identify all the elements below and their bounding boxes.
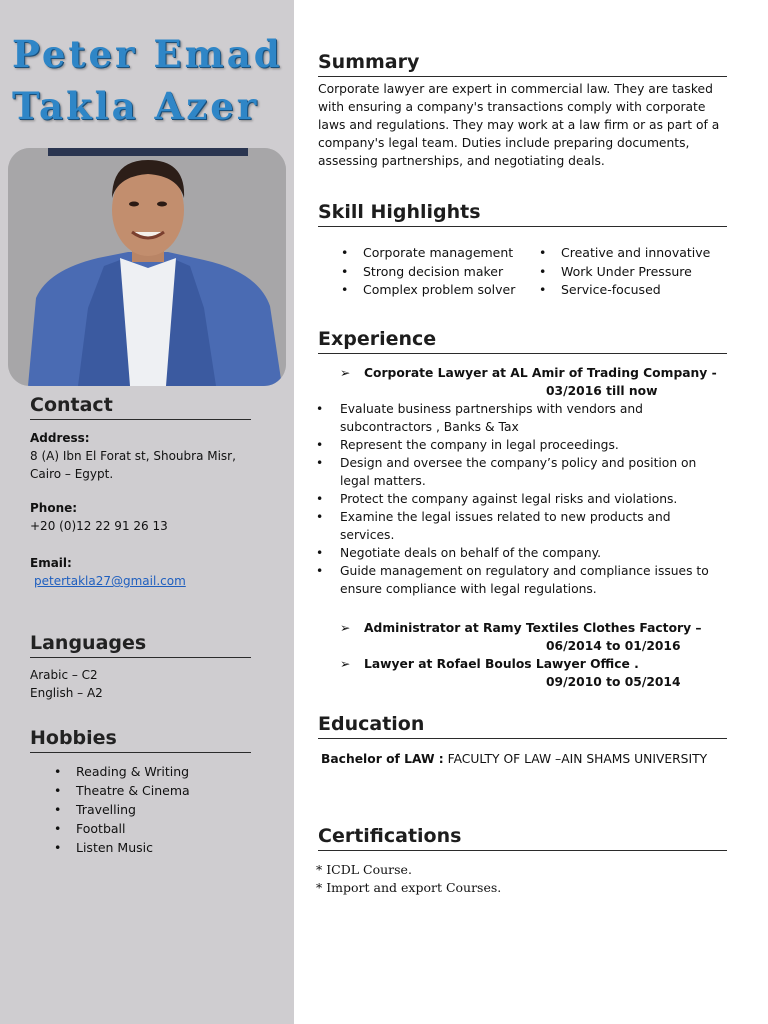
job-date-3: 09/2010 to 05/2014: [546, 675, 681, 689]
education-entry: [321, 750, 731, 768]
hobby-item: • Reading & Writing: [54, 762, 190, 781]
education-heading: Education: [318, 713, 727, 739]
duty-item: • Protect the company against legal risks and violations.: [316, 490, 728, 508]
education-institution: FACULTY OF LAW –AIN SHAMS UNIVERSITY: [443, 752, 708, 766]
contact-heading: Contact: [30, 394, 251, 420]
skills-list-right: [537, 244, 710, 300]
duty-item: • Negotiate deals on behalf of the company.: [316, 544, 728, 562]
certifications-list: [316, 861, 501, 897]
language-item: Arabic – C2: [30, 668, 98, 682]
hobby-item: • Theatre & Cinema: [54, 781, 190, 800]
email-label: Email:: [30, 556, 72, 570]
skill-item: • Service-focused: [537, 281, 710, 300]
job-title-3-text: Lawyer at Rofael Boulos Lawyer Office .: [364, 657, 639, 671]
experience-heading: Experience: [318, 328, 727, 354]
address-line-2: Cairo – Egypt.: [30, 467, 114, 481]
duty-item: • Represent the company in legal proceedings.: [316, 436, 728, 454]
summary-line: Corporate lawyer are expert in commercial law. They are tasked: [318, 82, 713, 96]
job-date-2: 06/2014 to 01/2016: [546, 639, 681, 653]
duty-item: • Guide management on regulatory and compliance issues to ensure compliance with legal regulations.: [316, 562, 728, 598]
job-duties-list: [316, 400, 728, 598]
address-line-1: 8 (A) Ibn El Forat st, Shoubra Misr,: [30, 449, 236, 463]
job-title-1-text: Corporate Lawyer at AL Amir of Trading Company -: [364, 366, 717, 380]
address-label: Address:: [30, 431, 90, 445]
duty-item: • Examine the legal issues related to new products and services.: [316, 508, 728, 544]
summary-line: laws and regulations. They may work at a law firm or as part of a: [318, 118, 720, 132]
summary-line: company's legal team. Duties include preparing documents,: [318, 136, 690, 150]
name-first-line: Peter Emad: [12, 32, 283, 76]
duty-item: • Design and oversee the company’s policy and position on legal matters.: [316, 454, 728, 490]
skill-item: • Strong decision maker: [339, 263, 515, 282]
job-title-3: [340, 655, 639, 673]
skill-item: • Complex problem solver: [339, 281, 515, 300]
skills-list-left: [339, 244, 515, 300]
address-block: [30, 429, 280, 483]
job-date-1: 03/2016 till now: [546, 384, 658, 398]
name-second-line: Takla Azer: [12, 84, 260, 128]
skill-item: • Creative and innovative: [537, 244, 710, 263]
hobby-item: • Football: [54, 819, 190, 838]
language-item: English – A2: [30, 686, 103, 700]
certifications-heading: Certifications: [318, 825, 727, 851]
arrow-bullet-icon: ➢: [340, 366, 351, 380]
languages-heading: Languages: [30, 632, 251, 658]
summary-line: assessing partnerships, and negotiating deals.: [318, 154, 605, 168]
duty-item: • Evaluate business partnerships with vendors and subcontractors , Banks & Tax: [316, 400, 728, 436]
hobby-item: • Travelling: [54, 800, 190, 819]
job-title-2: [340, 619, 702, 637]
phone-number: +20 (0)12 22 91 26 13: [30, 519, 168, 533]
email-link[interactable]: petertakla27@gmail.com: [34, 574, 186, 588]
email-block: [30, 554, 280, 590]
hobby-item: • Listen Music: [54, 838, 190, 857]
phone-label: Phone:: [30, 501, 78, 515]
hobbies-list: [54, 762, 190, 857]
profile-photo: [8, 148, 286, 386]
education-degree: Bachelor of LAW :: [321, 752, 444, 766]
job-title-2-text: Administrator at Ramy Textiles Clothes Factory –: [364, 621, 702, 635]
skills-heading: Skill Highlights: [318, 201, 727, 227]
phone-block: [30, 499, 280, 535]
arrow-bullet-icon: ➢: [340, 657, 351, 671]
languages-list: [30, 666, 280, 702]
certification-item: * ICDL Course.: [316, 862, 412, 877]
skill-item: • Work Under Pressure: [537, 263, 710, 282]
summary-line: with ensuring a company's transactions comply with corporate: [318, 100, 706, 114]
hobbies-heading: Hobbies: [30, 727, 251, 753]
arrow-bullet-icon: ➢: [340, 621, 351, 635]
job-title-1: [340, 364, 717, 382]
summary-text: [318, 80, 728, 170]
summary-heading: Summary: [318, 51, 727, 77]
certification-item: * Import and export Courses.: [316, 880, 502, 895]
skill-item: • Corporate management: [339, 244, 515, 263]
